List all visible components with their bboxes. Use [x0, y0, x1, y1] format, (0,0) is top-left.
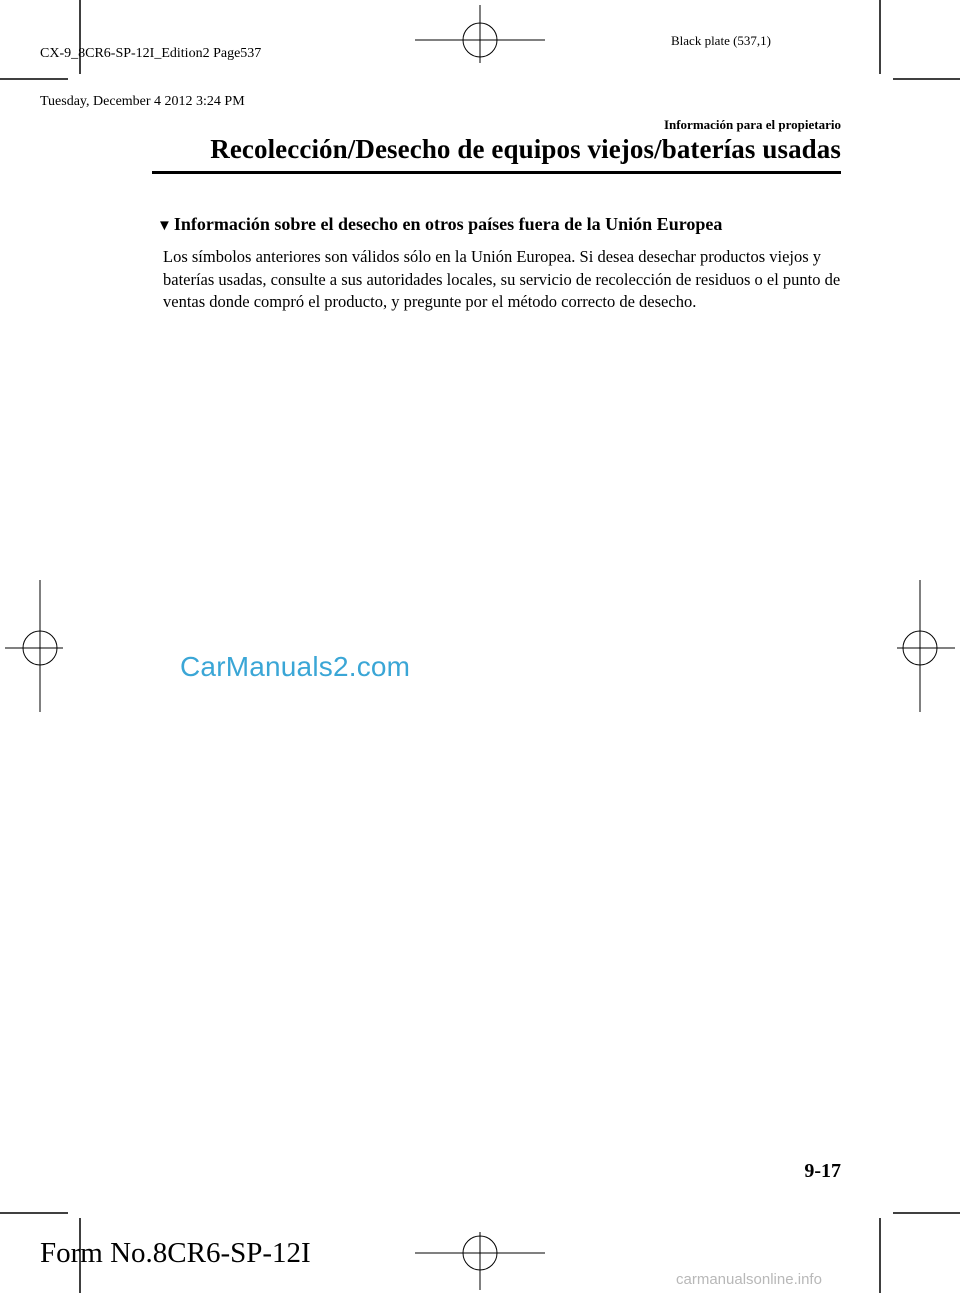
- file-line: CX-9_8CR6-SP-12I_Edition2 Page537: [40, 46, 262, 61]
- section-category: Información para el propietario: [663, 117, 841, 132]
- form-number: Form No.8CR6-SP-12I: [40, 1237, 311, 1269]
- date-line: Tuesday, December 4 2012 3:24 PM: [40, 94, 245, 109]
- site-watermark: carmanualsonline.info: [676, 1271, 822, 1288]
- plate-label: Black plate (537,1): [671, 33, 771, 48]
- page-number: 9-17: [804, 1160, 841, 1182]
- subheading-text: Información sobre el desecho en otros países fuera de la Unión Europea: [173, 214, 723, 234]
- registration-target-right: [897, 580, 955, 712]
- registration-target-top: [415, 5, 545, 63]
- title-rule: [152, 171, 841, 174]
- registration-target-left: [5, 580, 63, 712]
- print-job-info: [40, 14, 261, 126]
- subheading: [157, 214, 722, 235]
- watermark-logo: CarManuals2.com: [180, 651, 411, 682]
- body-paragraph: Los símbolos anteriores son válidos sólo en la Unión Europea. Si desea desechar productos viejos y baterías usadas, consulte a sus autoridades locales, su servicio de recolección de residuos o el punto de ventas donde compró el producto, y pregunte por el método correcto de desecho.: [163, 247, 841, 311]
- triangle-down-icon: ▼: [157, 218, 172, 234]
- registration-target-bottom: [415, 1232, 545, 1290]
- page-title: Recolección/Desecho de equipos viejos/baterías usadas: [210, 134, 841, 164]
